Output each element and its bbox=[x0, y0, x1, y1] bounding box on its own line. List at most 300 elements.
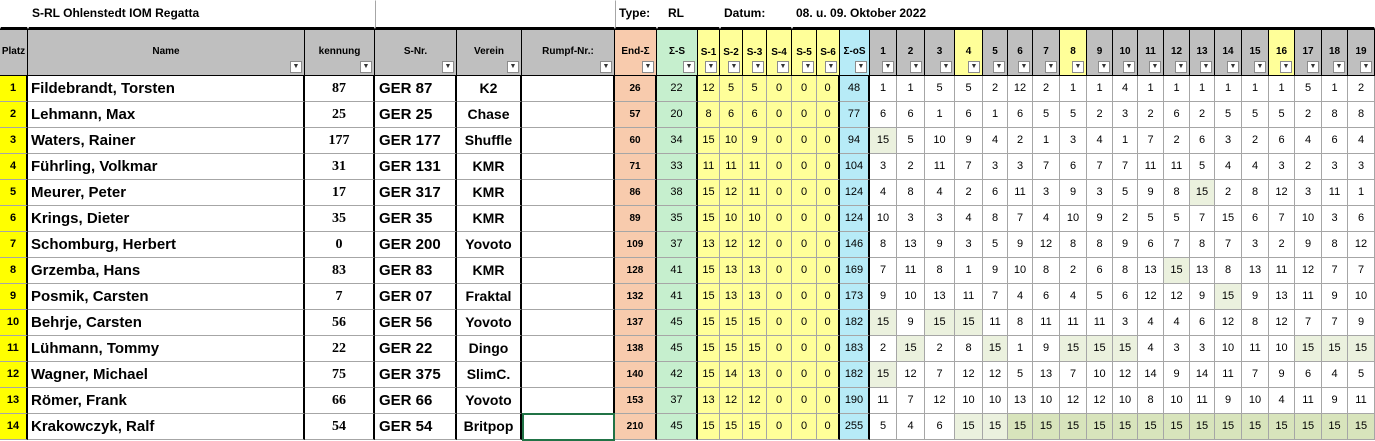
name-cell[interactable]: Grzemba, Hans bbox=[28, 258, 305, 284]
name-cell[interactable]: Fildebrandt, Torsten bbox=[28, 76, 305, 102]
platz-cell[interactable]: 1 bbox=[0, 76, 28, 102]
platz-cell[interactable]: 3 bbox=[0, 128, 28, 154]
filter-dropdown-arrow-icon[interactable]: ▼ bbox=[1175, 61, 1187, 73]
s1-cell[interactable]: 12 bbox=[698, 76, 720, 102]
header-s5[interactable] bbox=[792, 29, 817, 76]
filter-dropdown-arrow-icon[interactable]: ▼ bbox=[442, 61, 454, 73]
snr-cell[interactable]: GER 35 bbox=[375, 206, 457, 232]
race-cell[interactable]: 6 bbox=[1164, 102, 1190, 128]
sum-s-cell[interactable]: 45 bbox=[657, 414, 698, 440]
race-cell[interactable]: 9 bbox=[983, 258, 1008, 284]
race-cell[interactable]: 9 bbox=[1348, 310, 1375, 336]
header-s2[interactable] bbox=[720, 29, 743, 76]
verein-cell[interactable]: Britpop bbox=[457, 414, 522, 440]
race-cell[interactable]: 8 bbox=[1190, 232, 1215, 258]
platz-cell[interactable]: 10 bbox=[0, 310, 28, 336]
race-cell[interactable]: 12 bbox=[1215, 310, 1242, 336]
race-cell[interactable]: 10 bbox=[1295, 206, 1322, 232]
race-cell[interactable]: 10 bbox=[1008, 258, 1033, 284]
end-sum-cell[interactable]: 137 bbox=[615, 310, 657, 336]
race-cell[interactable]: 3 bbox=[1269, 154, 1295, 180]
end-sum-cell[interactable]: 128 bbox=[615, 258, 657, 284]
race-cell[interactable]: 11 bbox=[1295, 388, 1322, 414]
race-cell[interactable]: 5 bbox=[955, 76, 983, 102]
race-cell[interactable]: 2 bbox=[870, 336, 897, 362]
kennung-cell[interactable]: 75 bbox=[305, 362, 375, 388]
sum-os-cell[interactable]: 77 bbox=[840, 102, 870, 128]
race-cell[interactable]: 15 bbox=[1215, 206, 1242, 232]
snr-cell[interactable]: GER 56 bbox=[375, 310, 457, 336]
race-cell[interactable]: 3 bbox=[1322, 206, 1348, 232]
verein-cell[interactable]: Yovoto bbox=[457, 388, 522, 414]
platz-cell[interactable]: 2 bbox=[0, 102, 28, 128]
sum-os-cell[interactable]: 173 bbox=[840, 284, 870, 310]
race-cell[interactable]: 1 bbox=[870, 76, 897, 102]
name-cell[interactable]: Waters, Rainer bbox=[28, 128, 305, 154]
s3-cell[interactable]: 13 bbox=[743, 258, 767, 284]
race-cell[interactable]: 8 bbox=[1113, 258, 1138, 284]
header-sum-s[interactable] bbox=[657, 29, 698, 76]
race-cell[interactable]: 6 bbox=[1190, 310, 1215, 336]
race-cell[interactable]: 15 bbox=[1295, 336, 1322, 362]
race-cell[interactable]: 7 bbox=[897, 388, 925, 414]
s6-cell[interactable]: 0 bbox=[817, 206, 840, 232]
race-cell[interactable]: 8 bbox=[1033, 258, 1060, 284]
race-cell[interactable]: 1 bbox=[1190, 76, 1215, 102]
race-cell[interactable]: 6 bbox=[1295, 362, 1322, 388]
sum-os-cell[interactable]: 94 bbox=[840, 128, 870, 154]
s4-cell[interactable]: 0 bbox=[767, 128, 792, 154]
race-cell[interactable]: 4 bbox=[1138, 336, 1164, 362]
end-sum-cell[interactable]: 138 bbox=[615, 336, 657, 362]
header-s6[interactable] bbox=[817, 29, 840, 76]
s5-cell[interactable]: 0 bbox=[792, 180, 817, 206]
header-snr[interactable] bbox=[375, 29, 457, 76]
sum-os-cell[interactable]: 190 bbox=[840, 388, 870, 414]
race-cell[interactable]: 11 bbox=[1215, 362, 1242, 388]
race-cell[interactable]: 10 bbox=[870, 206, 897, 232]
race-cell[interactable]: 10 bbox=[897, 284, 925, 310]
name-cell[interactable]: Römer, Frank bbox=[28, 388, 305, 414]
platz-cell[interactable]: 8 bbox=[0, 258, 28, 284]
s2-cell[interactable]: 13 bbox=[720, 284, 743, 310]
race-cell[interactable]: 4 bbox=[870, 180, 897, 206]
filter-dropdown-arrow-icon[interactable]: ▼ bbox=[882, 61, 894, 73]
race-cell[interactable]: 4 bbox=[1008, 284, 1033, 310]
rumpf-cell[interactable] bbox=[522, 128, 615, 154]
sum-s-cell[interactable]: 20 bbox=[657, 102, 698, 128]
race-cell[interactable]: 9 bbox=[1164, 362, 1190, 388]
rumpf-cell[interactable] bbox=[522, 76, 615, 102]
sum-os-cell[interactable]: 182 bbox=[840, 362, 870, 388]
verein-cell[interactable]: Fraktal bbox=[457, 284, 522, 310]
s2-cell[interactable]: 10 bbox=[720, 128, 743, 154]
race-cell[interactable]: 6 bbox=[1087, 258, 1113, 284]
race-cell[interactable]: 8 bbox=[1164, 180, 1190, 206]
kennung-cell[interactable]: 7 bbox=[305, 284, 375, 310]
race-cell[interactable]: 7 bbox=[983, 284, 1008, 310]
race-cell[interactable]: 1 bbox=[897, 76, 925, 102]
s2-cell[interactable]: 14 bbox=[720, 362, 743, 388]
race-cell[interactable]: 12 bbox=[1164, 284, 1190, 310]
race-cell[interactable]: 7 bbox=[1087, 154, 1113, 180]
s2-cell[interactable]: 6 bbox=[720, 102, 743, 128]
s1-cell[interactable]: 15 bbox=[698, 180, 720, 206]
race-cell[interactable]: 11 bbox=[1322, 180, 1348, 206]
s5-cell[interactable]: 0 bbox=[792, 128, 817, 154]
race-cell[interactable]: 11 bbox=[983, 310, 1008, 336]
race-cell[interactable]: 6 bbox=[1190, 128, 1215, 154]
race-cell[interactable]: 2 bbox=[983, 76, 1008, 102]
race-cell[interactable]: 12 bbox=[1138, 284, 1164, 310]
s1-cell[interactable]: 13 bbox=[698, 232, 720, 258]
race-cell[interactable]: 1 bbox=[1348, 180, 1375, 206]
rumpf-cell[interactable] bbox=[522, 258, 615, 284]
race-cell[interactable]: 1 bbox=[1060, 76, 1087, 102]
s6-cell[interactable]: 0 bbox=[817, 414, 840, 440]
race-cell[interactable]: 3 bbox=[1033, 180, 1060, 206]
s4-cell[interactable]: 0 bbox=[767, 154, 792, 180]
race-cell[interactable]: 4 bbox=[1215, 154, 1242, 180]
rumpf-cell[interactable] bbox=[522, 154, 615, 180]
s3-cell[interactable]: 13 bbox=[743, 284, 767, 310]
sum-s-cell[interactable]: 42 bbox=[657, 362, 698, 388]
s4-cell[interactable]: 0 bbox=[767, 336, 792, 362]
filter-dropdown-arrow-icon[interactable]: ▼ bbox=[683, 61, 695, 73]
race-cell[interactable]: 12 bbox=[1348, 232, 1375, 258]
race-cell[interactable]: 11 bbox=[897, 258, 925, 284]
s3-cell[interactable]: 10 bbox=[743, 206, 767, 232]
header-race-1[interactable] bbox=[870, 29, 897, 76]
platz-cell[interactable]: 7 bbox=[0, 232, 28, 258]
filter-dropdown-arrow-icon[interactable]: ▼ bbox=[1254, 61, 1266, 73]
race-cell[interactable]: 7 bbox=[1322, 258, 1348, 284]
s3-cell[interactable]: 12 bbox=[743, 388, 767, 414]
platz-cell[interactable]: 5 bbox=[0, 180, 28, 206]
race-cell[interactable]: 4 bbox=[983, 128, 1008, 154]
race-cell[interactable]: 7 bbox=[1348, 258, 1375, 284]
race-cell[interactable]: 8 bbox=[870, 232, 897, 258]
race-cell[interactable]: 14 bbox=[1138, 362, 1164, 388]
race-cell[interactable]: 1 bbox=[1269, 76, 1295, 102]
race-cell[interactable]: 5 bbox=[1269, 102, 1295, 128]
header-race-13[interactable] bbox=[1190, 29, 1215, 76]
name-cell[interactable]: Lühmann, Tommy bbox=[28, 336, 305, 362]
race-cell[interactable]: 8 bbox=[1215, 258, 1242, 284]
header-s3[interactable] bbox=[743, 29, 767, 76]
race-cell[interactable]: 4 bbox=[1322, 362, 1348, 388]
race-cell[interactable]: 5 bbox=[1242, 102, 1269, 128]
race-cell[interactable]: 15 bbox=[1215, 414, 1242, 440]
sum-s-cell[interactable]: 38 bbox=[657, 180, 698, 206]
s6-cell[interactable]: 0 bbox=[817, 154, 840, 180]
race-cell[interactable]: 6 bbox=[925, 414, 955, 440]
race-cell[interactable]: 15 bbox=[1242, 414, 1269, 440]
filter-dropdown-arrow-icon[interactable]: ▼ bbox=[1227, 61, 1239, 73]
s5-cell[interactable]: 0 bbox=[792, 206, 817, 232]
verein-cell[interactable]: Chase bbox=[457, 102, 522, 128]
race-cell[interactable]: 1 bbox=[1113, 128, 1138, 154]
race-cell[interactable]: 9 bbox=[1322, 388, 1348, 414]
s3-cell[interactable]: 15 bbox=[743, 336, 767, 362]
race-cell[interactable]: 2 bbox=[1033, 76, 1060, 102]
filter-dropdown-arrow-icon[interactable]: ▼ bbox=[1333, 61, 1345, 73]
race-cell[interactable]: 6 bbox=[1348, 206, 1375, 232]
race-cell[interactable]: 12 bbox=[1087, 388, 1113, 414]
race-cell[interactable]: 6 bbox=[1113, 284, 1138, 310]
race-cell[interactable]: 2 bbox=[897, 154, 925, 180]
filter-dropdown-arrow-icon[interactable]: ▼ bbox=[600, 61, 612, 73]
race-cell[interactable]: 8 bbox=[1138, 388, 1164, 414]
race-cell[interactable]: 12 bbox=[1295, 258, 1322, 284]
s5-cell[interactable]: 0 bbox=[792, 388, 817, 414]
snr-cell[interactable]: GER 66 bbox=[375, 388, 457, 414]
kennung-cell[interactable]: 31 bbox=[305, 154, 375, 180]
race-cell[interactable]: 10 bbox=[1164, 388, 1190, 414]
s5-cell[interactable]: 0 bbox=[792, 76, 817, 102]
filter-dropdown-arrow-icon[interactable]: ▼ bbox=[940, 61, 952, 73]
race-cell[interactable]: 13 bbox=[1190, 258, 1215, 284]
race-cell[interactable]: 15 bbox=[955, 310, 983, 336]
name-cell[interactable]: Krings, Dieter bbox=[28, 206, 305, 232]
header-rumpf[interactable] bbox=[522, 29, 615, 76]
header-race-17[interactable] bbox=[1295, 29, 1322, 76]
race-cell[interactable]: 15 bbox=[1087, 336, 1113, 362]
race-cell[interactable]: 2 bbox=[1060, 258, 1087, 284]
s4-cell[interactable]: 0 bbox=[767, 232, 792, 258]
race-cell[interactable]: 12 bbox=[1269, 180, 1295, 206]
filter-dropdown-arrow-icon[interactable]: ▼ bbox=[360, 61, 372, 73]
kennung-cell[interactable]: 56 bbox=[305, 310, 375, 336]
race-cell[interactable]: 5 bbox=[1295, 76, 1322, 102]
sum-os-cell[interactable]: 182 bbox=[840, 310, 870, 336]
race-cell[interactable]: 3 bbox=[1215, 128, 1242, 154]
race-cell[interactable]: 3 bbox=[1295, 180, 1322, 206]
end-sum-cell[interactable]: 153 bbox=[615, 388, 657, 414]
race-cell[interactable]: 2 bbox=[1295, 102, 1322, 128]
s3-cell[interactable]: 9 bbox=[743, 128, 767, 154]
verein-cell[interactable]: Shuffle bbox=[457, 128, 522, 154]
filter-dropdown-arrow-icon[interactable]: ▼ bbox=[290, 61, 302, 73]
header-race-3[interactable] bbox=[925, 29, 955, 76]
snr-cell[interactable]: GER 131 bbox=[375, 154, 457, 180]
kennung-cell[interactable]: 177 bbox=[305, 128, 375, 154]
s4-cell[interactable]: 0 bbox=[767, 414, 792, 440]
filter-dropdown-arrow-icon[interactable]: ▼ bbox=[507, 61, 519, 73]
verein-cell[interactable]: KMR bbox=[457, 154, 522, 180]
race-cell[interactable]: 13 bbox=[897, 232, 925, 258]
filter-dropdown-arrow-icon[interactable]: ▼ bbox=[825, 61, 837, 73]
race-cell[interactable]: 1 bbox=[955, 258, 983, 284]
sum-os-cell[interactable]: 124 bbox=[840, 180, 870, 206]
race-cell[interactable]: 2 bbox=[1190, 102, 1215, 128]
race-cell[interactable]: 11 bbox=[1087, 310, 1113, 336]
platz-cell[interactable]: 4 bbox=[0, 154, 28, 180]
race-cell[interactable]: 7 bbox=[1242, 362, 1269, 388]
race-cell[interactable]: 3 bbox=[925, 206, 955, 232]
sum-os-cell[interactable]: 146 bbox=[840, 232, 870, 258]
race-cell[interactable]: 15 bbox=[1164, 414, 1190, 440]
race-cell[interactable]: 10 bbox=[1242, 388, 1269, 414]
filter-dropdown-arrow-icon[interactable]: ▼ bbox=[1098, 61, 1110, 73]
race-cell[interactable]: 11 bbox=[1348, 388, 1375, 414]
s6-cell[interactable]: 0 bbox=[817, 128, 840, 154]
s6-cell[interactable]: 0 bbox=[817, 388, 840, 414]
sum-s-cell[interactable]: 45 bbox=[657, 310, 698, 336]
race-cell[interactable]: 13 bbox=[1033, 362, 1060, 388]
race-cell[interactable]: 12 bbox=[925, 388, 955, 414]
race-cell[interactable]: 12 bbox=[1008, 76, 1033, 102]
kennung-cell[interactable]: 66 bbox=[305, 388, 375, 414]
s2-cell[interactable]: 5 bbox=[720, 76, 743, 102]
race-cell[interactable]: 12 bbox=[955, 362, 983, 388]
race-cell[interactable]: 8 bbox=[1322, 232, 1348, 258]
rumpf-cell[interactable] bbox=[522, 336, 615, 362]
kennung-cell[interactable]: 83 bbox=[305, 258, 375, 284]
verein-cell[interactable]: KMR bbox=[457, 258, 522, 284]
header-race-18[interactable] bbox=[1322, 29, 1348, 76]
race-cell[interactable]: 5 bbox=[1087, 284, 1113, 310]
platz-cell[interactable]: 11 bbox=[0, 336, 28, 362]
s2-cell[interactable]: 15 bbox=[720, 310, 743, 336]
platz-cell[interactable]: 6 bbox=[0, 206, 28, 232]
header-platz[interactable] bbox=[0, 29, 28, 76]
race-cell[interactable]: 1 bbox=[1164, 76, 1190, 102]
name-cell[interactable]: Schomburg, Herbert bbox=[28, 232, 305, 258]
race-cell[interactable]: 4 bbox=[1033, 206, 1060, 232]
race-cell[interactable]: 9 bbox=[955, 128, 983, 154]
filter-dropdown-arrow-icon[interactable]: ▼ bbox=[1072, 61, 1084, 73]
race-cell[interactable]: 15 bbox=[1060, 336, 1087, 362]
race-cell[interactable]: 9 bbox=[1322, 284, 1348, 310]
race-cell[interactable]: 4 bbox=[1087, 128, 1113, 154]
header-race-14[interactable] bbox=[1215, 29, 1242, 76]
s2-cell[interactable]: 12 bbox=[720, 180, 743, 206]
s6-cell[interactable]: 0 bbox=[817, 284, 840, 310]
race-cell[interactable]: 15 bbox=[1190, 180, 1215, 206]
race-cell[interactable]: 6 bbox=[1322, 128, 1348, 154]
header-race-12[interactable] bbox=[1164, 29, 1190, 76]
race-cell[interactable]: 10 bbox=[925, 128, 955, 154]
rumpf-cell[interactable] bbox=[522, 206, 615, 232]
s3-cell[interactable]: 15 bbox=[743, 310, 767, 336]
sum-os-cell[interactable]: 48 bbox=[840, 76, 870, 102]
race-cell[interactable]: 8 bbox=[925, 258, 955, 284]
race-cell[interactable]: 2 bbox=[1138, 102, 1164, 128]
s2-cell[interactable]: 11 bbox=[720, 154, 743, 180]
s1-cell[interactable]: 15 bbox=[698, 362, 720, 388]
race-cell[interactable]: 9 bbox=[1033, 336, 1060, 362]
snr-cell[interactable]: GER 317 bbox=[375, 180, 457, 206]
race-cell[interactable]: 7 bbox=[1033, 154, 1060, 180]
race-cell[interactable]: 1 bbox=[1033, 128, 1060, 154]
sum-s-cell[interactable]: 34 bbox=[657, 128, 698, 154]
race-cell[interactable]: 6 bbox=[955, 102, 983, 128]
verein-cell[interactable]: SlimC. bbox=[457, 362, 522, 388]
race-cell[interactable]: 7 bbox=[1215, 232, 1242, 258]
s3-cell[interactable]: 13 bbox=[743, 362, 767, 388]
header-sum-os[interactable] bbox=[840, 29, 870, 76]
race-cell[interactable]: 5 bbox=[1348, 362, 1375, 388]
s4-cell[interactable]: 0 bbox=[767, 362, 792, 388]
s5-cell[interactable]: 0 bbox=[792, 362, 817, 388]
race-cell[interactable]: 7 bbox=[1060, 362, 1087, 388]
s2-cell[interactable]: 12 bbox=[720, 388, 743, 414]
name-cell[interactable]: Behrje, Carsten bbox=[28, 310, 305, 336]
race-cell[interactable]: 11 bbox=[1190, 388, 1215, 414]
header-s4[interactable] bbox=[767, 29, 792, 76]
race-cell[interactable]: 11 bbox=[1008, 180, 1033, 206]
header-race-9[interactable] bbox=[1087, 29, 1113, 76]
name-cell[interactable]: Krakowczyk, Ralf bbox=[28, 414, 305, 440]
race-cell[interactable]: 2 bbox=[1008, 128, 1033, 154]
filter-dropdown-arrow-icon[interactable]: ▼ bbox=[1307, 61, 1319, 73]
kennung-cell[interactable]: 87 bbox=[305, 76, 375, 102]
s1-cell[interactable]: 15 bbox=[698, 284, 720, 310]
race-cell[interactable]: 10 bbox=[1033, 388, 1060, 414]
race-cell[interactable]: 5 bbox=[1008, 362, 1033, 388]
race-cell[interactable]: 4 bbox=[1269, 388, 1295, 414]
s2-cell[interactable]: 12 bbox=[720, 232, 743, 258]
race-cell[interactable]: 6 bbox=[1033, 284, 1060, 310]
race-cell[interactable]: 15 bbox=[1087, 414, 1113, 440]
s3-cell[interactable]: 12 bbox=[743, 232, 767, 258]
race-cell[interactable]: 2 bbox=[1348, 76, 1375, 102]
s5-cell[interactable]: 0 bbox=[792, 414, 817, 440]
race-cell[interactable]: 7 bbox=[955, 154, 983, 180]
header-verein[interactable] bbox=[457, 29, 522, 76]
filter-dropdown-arrow-icon[interactable]: ▼ bbox=[1018, 61, 1030, 73]
header-race-15[interactable] bbox=[1242, 29, 1269, 76]
rumpf-cell[interactable] bbox=[522, 102, 615, 128]
s1-cell[interactable]: 11 bbox=[698, 154, 720, 180]
s6-cell[interactable]: 0 bbox=[817, 310, 840, 336]
rumpf-cell[interactable] bbox=[522, 180, 615, 206]
s6-cell[interactable]: 0 bbox=[817, 76, 840, 102]
kennung-cell[interactable]: 54 bbox=[305, 414, 375, 440]
rumpf-cell[interactable] bbox=[522, 284, 615, 310]
race-cell[interactable]: 3 bbox=[1242, 232, 1269, 258]
race-cell[interactable]: 3 bbox=[1008, 154, 1033, 180]
race-cell[interactable]: 1 bbox=[983, 102, 1008, 128]
filter-dropdown-arrow-icon[interactable]: ▼ bbox=[728, 61, 740, 73]
race-cell[interactable]: 6 bbox=[897, 102, 925, 128]
race-cell[interactable]: 15 bbox=[870, 362, 897, 388]
race-cell[interactable]: 15 bbox=[1322, 336, 1348, 362]
filter-dropdown-arrow-icon[interactable]: ▼ bbox=[1123, 61, 1135, 73]
snr-cell[interactable]: GER 22 bbox=[375, 336, 457, 362]
race-cell[interactable]: 6 bbox=[983, 180, 1008, 206]
sum-s-cell[interactable]: 41 bbox=[657, 258, 698, 284]
race-cell[interactable]: 2 bbox=[1295, 154, 1322, 180]
verein-cell[interactable]: Yovoto bbox=[457, 232, 522, 258]
race-cell[interactable]: 5 bbox=[1138, 206, 1164, 232]
end-sum-cell[interactable]: 210 bbox=[615, 414, 657, 440]
race-cell[interactable]: 15 bbox=[1269, 414, 1295, 440]
sum-os-cell[interactable]: 255 bbox=[840, 414, 870, 440]
race-cell[interactable]: 9 bbox=[1215, 388, 1242, 414]
s3-cell[interactable]: 5 bbox=[743, 76, 767, 102]
race-cell[interactable]: 7 bbox=[870, 258, 897, 284]
race-cell[interactable]: 11 bbox=[1242, 336, 1269, 362]
s2-cell[interactable]: 13 bbox=[720, 258, 743, 284]
sum-s-cell[interactable]: 41 bbox=[657, 284, 698, 310]
s2-cell[interactable]: 10 bbox=[720, 206, 743, 232]
s4-cell[interactable]: 0 bbox=[767, 310, 792, 336]
race-cell[interactable]: 9 bbox=[1060, 180, 1087, 206]
race-cell[interactable]: 8 bbox=[1322, 102, 1348, 128]
header-race-10[interactable] bbox=[1113, 29, 1138, 76]
